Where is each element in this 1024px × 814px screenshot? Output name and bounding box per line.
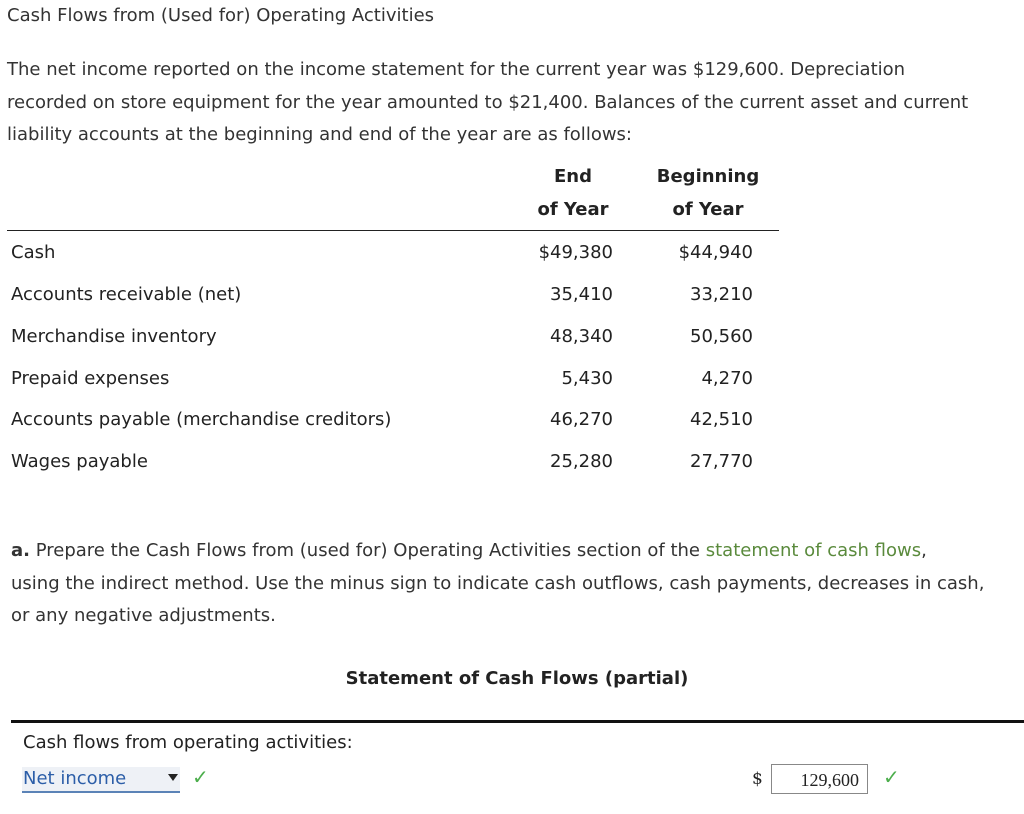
part-a-comma: , bbox=[921, 540, 927, 561]
end-value: 5,430 bbox=[561, 368, 613, 389]
select-value: Net income bbox=[23, 768, 127, 789]
intro-paragraph bbox=[7, 54, 968, 152]
section-title: Cash Flows from (Used for) Operating Activities bbox=[7, 5, 435, 26]
correct-check-icon: ✓ bbox=[883, 765, 900, 789]
intro-line: liability accounts at the beginning and end of the year are as follows: bbox=[7, 124, 632, 145]
row-label: Prepaid expenses bbox=[11, 368, 170, 389]
dropdown-arrow-icon[interactable] bbox=[168, 774, 178, 781]
header-end-line1: End bbox=[554, 166, 592, 187]
begin-value: 33,210 bbox=[690, 284, 753, 305]
part-a-line bbox=[11, 535, 984, 568]
begin-value: 27,770 bbox=[690, 451, 753, 472]
correct-check-icon: ✓ bbox=[192, 765, 209, 789]
end-value: 46,270 bbox=[550, 409, 613, 430]
begin-value: 42,510 bbox=[690, 409, 753, 430]
currency-symbol: $ bbox=[752, 769, 763, 789]
end-value: 35,410 bbox=[550, 284, 613, 305]
header-begin-line2: of Year bbox=[672, 199, 744, 220]
end-value: 48,340 bbox=[550, 326, 613, 347]
part-a-text: Prepare the Cash Flows from (used for) Operating Activities section of the bbox=[35, 540, 700, 561]
header-divider bbox=[7, 230, 779, 231]
statement-top-rule bbox=[11, 720, 1024, 723]
row-label: Accounts receivable (net) bbox=[11, 284, 242, 305]
operating-activities-label: Cash flows from operating activities: bbox=[23, 732, 353, 753]
row-label: Accounts payable (merchandise creditors) bbox=[11, 409, 392, 430]
part-a-instructions bbox=[11, 535, 984, 633]
header-end-line2: of Year bbox=[537, 199, 609, 220]
end-value: $49,380 bbox=[538, 242, 613, 263]
header-begin-line1: Beginning bbox=[656, 166, 760, 187]
line-item-select[interactable] bbox=[22, 767, 180, 793]
intro-line: The net income reported on the income statement for the current year was $129,600. Depreciation bbox=[7, 59, 906, 80]
intro-line: recorded on store equipment for the year amounted to $21,400. Balances of the current asset and current bbox=[7, 91, 969, 113]
end-value: 25,280 bbox=[550, 451, 613, 472]
begin-value: 4,270 bbox=[701, 368, 753, 389]
begin-value: 50,560 bbox=[690, 326, 753, 347]
part-a-line: or any negative adjustments. bbox=[11, 605, 276, 626]
statement-of-cash-flows-link[interactable]: statement of cash flows bbox=[705, 540, 922, 561]
part-a-line: using the indirect method. Use the minus sign to indicate cash outflows, cash payments, decreases in cash, bbox=[11, 572, 985, 594]
begin-value: $44,940 bbox=[678, 242, 753, 263]
statement-title: Statement of Cash Flows (partial) bbox=[345, 668, 689, 689]
row-label: Wages payable bbox=[11, 451, 148, 472]
net-income-amount-input[interactable]: 129,600 bbox=[771, 764, 868, 794]
part-a-marker: a. bbox=[11, 540, 30, 561]
row-label: Merchandise inventory bbox=[11, 326, 217, 347]
row-label: Cash bbox=[11, 242, 56, 263]
